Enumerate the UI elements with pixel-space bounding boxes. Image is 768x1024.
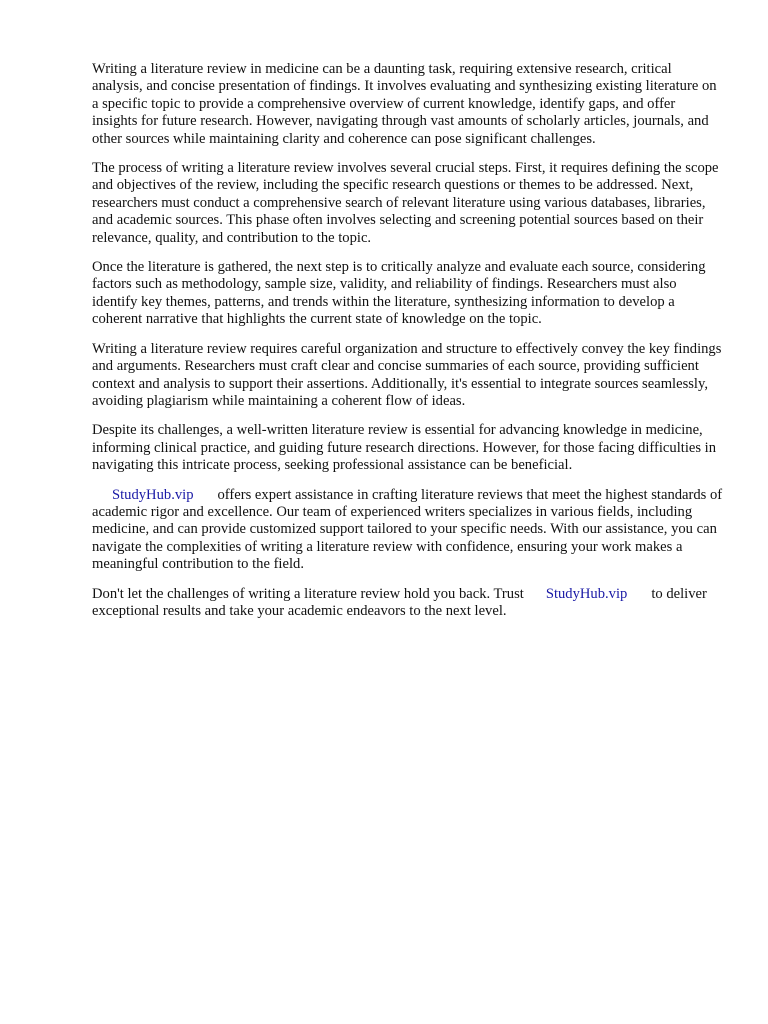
studyhub-link-closing[interactable]: StudyHub.vip (545, 585, 628, 602)
paragraph-intro: Writing a literature review in medicine can be a daunting task, requiring extensive research, critical analysis, and concise presentation of findings. It involves evaluating and synthesizing existing literature on a specific topic to provide a comprehensive overview of current knowledge, identify gaps, and offer insights for future research. However, navigating through vast amounts of scholarly articles, journals, and other sources while maintaining clarity and coherence can pose significant challenges. (92, 61, 717, 147)
paragraph-promo (92, 487, 724, 574)
promo-text: offers expert assistance in crafting literature reviews that meet the highest standards of academic rigor and excellence. Our team of experienced writers specializes in various fields, including medicine, and can provide customized support tailored to your specific needs. With our assistance, you can navigate the complexities of writing a literature review with confidence, ensuring your work makes a meaningful contribution to the field. (92, 486, 723, 573)
paragraph-process: The process of writing a literature review involves several crucial steps. First, it requires defining the scope and objectives of the review, including the specific research questions or themes to be addressed. Next, researchers must conduct a comprehensive search of relevant literature using various databases, libraries, and academic sources. This phase often involves selecting and screening potential sources based on their relevance, quality, and contribution to the topic. (92, 160, 719, 246)
paragraph-organization: Writing a literature review requires careful organization and structure to effectively convey the key findings and arguments. Researchers must craft clear and concise summaries of each source, providing sufficient context and analysis to support their assertions. Additionally, it's essential to integrate sources seamlessly, avoiding plagiarism while maintaining a coherent flow of ideas. (92, 340, 722, 409)
document-body (92, 61, 724, 632)
paragraph-challenges: Despite its challenges, a well-written literature review is essential for advancing knowledge in medicine, informing clinical practice, and guiding future research directions. However, for those facing difficulties in navigating this intricate process, seeking professional assistance can be beneficial. (92, 422, 717, 474)
paragraph-closing (92, 586, 724, 621)
studyhub-link[interactable]: StudyHub.vip (112, 486, 194, 503)
closing-text-after: to deliver exceptional results and take your academic endeavors to the next level. (92, 585, 707, 619)
closing-text-before: Don't let the challenges of writing a literature review hold you back. Trust (92, 585, 524, 602)
paragraph-analysis: Once the literature is gathered, the next step is to critically analyze and evaluate each source, considering factors such as methodology, sample size, validity, and reliability of findings. Researchers must also identify key themes, patterns, and trends within the literature, synthesizing information to develop a coherent narrative that highlights the current state of knowledge on the topic. (92, 259, 706, 328)
